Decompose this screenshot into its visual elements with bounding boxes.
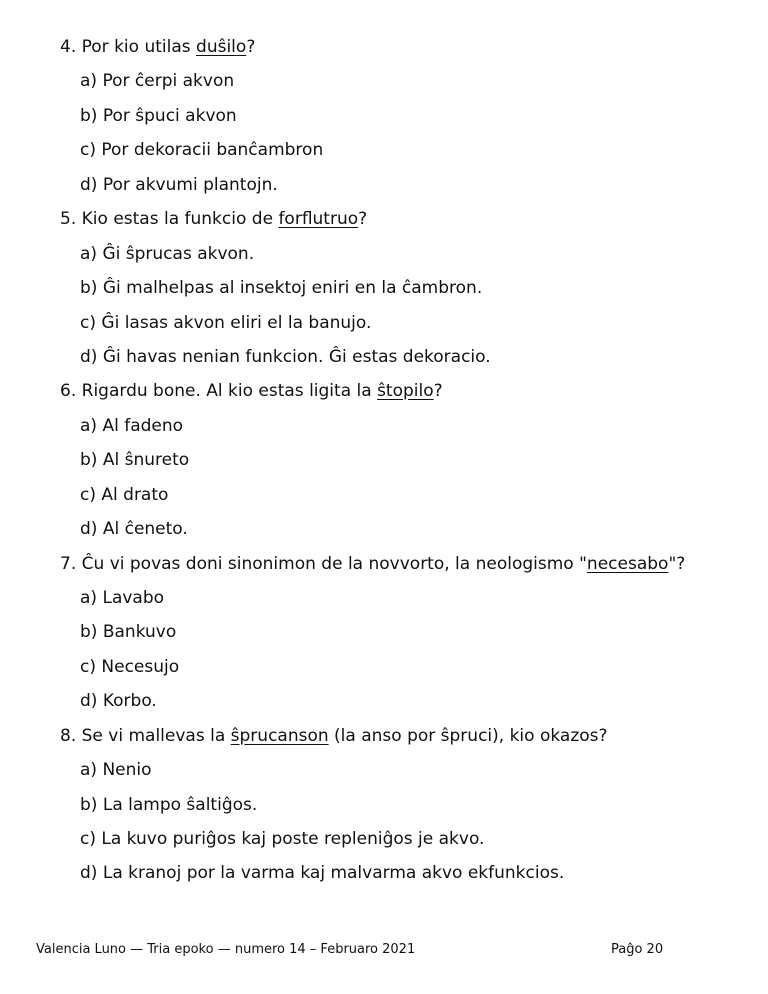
option-4d <box>80 174 278 196</box>
option-text: Por ŝpuci akvon <box>102 106 237 126</box>
option-letter: c) <box>80 657 96 677</box>
question-text: Rigardu bone. Al kio estas ligita la <box>81 381 378 401</box>
question-number: 8. <box>60 726 77 746</box>
question-5 <box>60 208 367 230</box>
option-letter: b) <box>80 106 98 126</box>
question-text-end: (la anso por ŝpruci), kio okazos? <box>328 726 608 746</box>
option-text: Korbo. <box>102 691 157 711</box>
option-letter: d) <box>80 691 98 711</box>
option-5d <box>80 346 491 368</box>
question-8 <box>60 725 608 747</box>
option-text: Por dekoracii banĉambron <box>101 140 324 160</box>
option-letter: b) <box>80 795 98 815</box>
question-number: 4. <box>60 37 77 57</box>
option-6a <box>80 415 183 437</box>
option-8b <box>80 794 257 816</box>
question-term: duŝilo <box>196 37 247 57</box>
question-6 <box>60 380 443 402</box>
option-letter: c) <box>80 313 96 333</box>
option-letter: b) <box>80 450 98 470</box>
option-letter: a) <box>80 244 98 264</box>
option-letter: d) <box>80 347 98 367</box>
option-7d <box>80 690 157 712</box>
question-number: 6. <box>60 381 77 401</box>
option-text: Por akvumi plantojn. <box>102 175 278 195</box>
option-letter: b) <box>80 622 98 642</box>
option-text: Al fadeno <box>102 416 184 436</box>
option-text: Por ĉerpi akvon <box>102 71 235 91</box>
option-6b <box>80 449 189 471</box>
question-text-end: ? <box>358 209 368 229</box>
question-text-end: ? <box>246 37 256 57</box>
question-7 <box>60 553 685 575</box>
option-letter: d) <box>80 519 98 539</box>
option-8d <box>80 862 564 884</box>
option-7b <box>80 621 176 643</box>
question-text: Ĉu vi povas doni sinonimon de la novvorto, la neologismo " <box>81 554 587 574</box>
question-text-end: ? <box>433 381 443 401</box>
option-text: La lampo ŝaltiĝos. <box>102 795 258 815</box>
option-text: Ĝi ŝprucas akvon. <box>102 244 255 264</box>
option-letter: c) <box>80 485 96 505</box>
option-text: Necesujo <box>101 657 180 677</box>
option-4b <box>80 105 237 127</box>
option-text: Ĝi havas nenian funkcion. Ĝi estas dekoracio. <box>102 347 491 367</box>
question-4 <box>60 36 255 58</box>
question-term: necesabo <box>586 554 669 574</box>
option-letter: d) <box>80 863 98 883</box>
option-text: Al ĉeneto. <box>102 519 188 539</box>
option-text: Nenio <box>102 760 152 780</box>
option-8a <box>80 759 152 781</box>
option-4c <box>80 139 323 161</box>
question-number: 5. <box>60 209 77 229</box>
option-4a <box>80 70 234 92</box>
question-term: ŝtopilo <box>377 381 434 401</box>
option-text: Ĝi lasas akvon eliri el la banujo. <box>101 313 372 333</box>
question-text: Por kio utilas <box>81 37 197 57</box>
option-7c <box>80 656 179 678</box>
option-letter: c) <box>80 829 96 849</box>
option-letter: b) <box>80 278 98 298</box>
option-letter: a) <box>80 588 98 608</box>
option-5a <box>80 243 254 265</box>
question-term: ŝprucanson <box>230 726 329 746</box>
option-5b <box>80 277 482 299</box>
question-text-end: "? <box>668 554 686 574</box>
option-letter: a) <box>80 416 98 436</box>
option-5c <box>80 312 371 334</box>
option-text: Al drato <box>101 485 169 505</box>
footer-page-number: Paĝo 20 <box>611 942 664 957</box>
option-text: La kuvo puriĝos kaj poste repleniĝos je akvo. <box>101 829 485 849</box>
question-term: forflutruo <box>278 209 359 229</box>
option-text: Bankuvo <box>102 622 177 642</box>
option-text: Ĝi malhelpas al insektoj eniri en la ĉambron. <box>102 278 483 298</box>
option-text: Al ŝnureto <box>102 450 190 470</box>
option-text: Lavabo <box>102 588 165 608</box>
option-letter: a) <box>80 760 98 780</box>
question-number: 7. <box>60 554 77 574</box>
option-letter: a) <box>80 71 98 91</box>
question-text: Kio estas la funkcio de <box>81 209 279 229</box>
option-6d <box>80 518 188 540</box>
option-letter: d) <box>80 175 98 195</box>
footer-publication: Valencia Luno — Tria epoko — numero 14 – Februaro 2021 <box>36 942 416 957</box>
question-text: Se vi mallevas la <box>81 726 231 746</box>
option-7a <box>80 587 164 609</box>
option-6c <box>80 484 168 506</box>
option-letter: c) <box>80 140 96 160</box>
option-8c <box>80 828 484 850</box>
option-text: La kranoj por la varma kaj malvarma akvo ekfunkcios. <box>102 863 565 883</box>
